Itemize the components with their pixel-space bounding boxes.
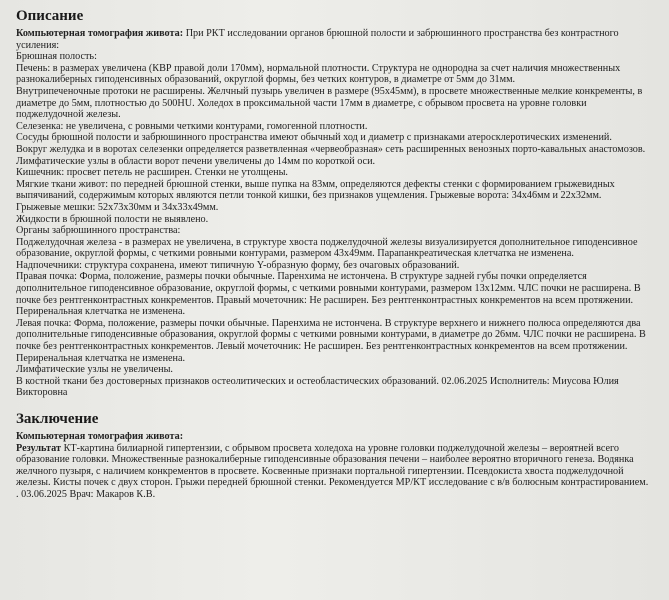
description-body (16, 51, 651, 399)
description-line: Правая почка: Форма, положение, размеры почки обычные. Паренхима не истончена. В структуре задней губы почки определяется дополнительное гиподенсивное образование, округлой формы, с четкими ровными контурами, размером 13х12мм. ЧЛС почки не расширена. В почке без рентгенконтрастных конкрементов. Правый мочеточник: Не расширен. Без рентгенконтрастных конкрементов на всем протяжении. Периренальная клетчатка не изменена. (16, 271, 641, 318)
description-line: Левая почка: Форма, положение, размеры почки обычные. Паренхима не истончена. В структуре верхнего и нижнего полюса определяются два дополнительные гиподенсивные образования, округлой формы с четкими ровными контурами, в диаметре до 26мм. ЧЛС почки не расширена. В почке без рентгенконтрастных конкрементов. Левый мочеточник: Не расширен. Без рентгенконтрастных конкрементов на всем протяжении. Периренальная клетчатка не изменена. (16, 317, 646, 364)
description-line: Органы забрюшинного пространства: (16, 225, 181, 237)
conclusion-result (16, 443, 651, 501)
description-line: Кишечник: просвет петель не расширен. Стенки не утолщены. (16, 167, 288, 179)
intro-bold-label: Компьютерная томография живота: (16, 28, 184, 39)
intro-text: При РКТ исследовании органов брюшной полости и забрюшинного пространства без контрастного усиления: (16, 28, 619, 51)
description-line: Мягкие ткани живот: по передней брюшной стенки, выше пупка на 83мм, определяются дефекты стенки с формированием грыжевидных выпячиваний, содержимым которых являются петли тонкой кишки, без признаков ущемления. Грыжевые ворота: 34х46мм и 22х32мм. (16, 178, 615, 202)
description-line: Жидкости в брюшной полости не выявлено. (16, 213, 209, 225)
conclusion-heading: Заключение (16, 411, 99, 427)
description-line: В костной ткани без достоверных признаков остеолитических и остеобластических образований. 02.06.2025 Исполнитель: Миусова Юлия Викторовна (16, 375, 619, 399)
description-heading: Описание (16, 8, 84, 24)
result-text: КТ-картина билиарной гипертензии, с обрывом просвета холедоха на уровне головки поджелудочной железы – вероятней всего образование головки. Множественные разнокалиберные гиподенсивные образования печени – наиболее вероятно вторичного генеза. Водянка желчного пузыря, с наличием конкрементов в просвете. Косвенные признаки портальной гипертензии. Псевдокиста хвоста поджелудочной железы. Кисты почек с двух сторон. Грыжи передней брюшной стенки. Рекомендуется МР/КТ исследование с в/в болюсным контрастированием. . 03.06.2025 Врач: Макаров К.В. (16, 442, 649, 500)
result-bold-label: Результат (16, 442, 62, 454)
description-intro (16, 28, 651, 51)
description-line: Брюшная полость: (16, 51, 97, 63)
description-line: Сосуды брюшной полости и забрюшинного пространства имеют обычный ход и диаметр с признаками атеросклеротических изменений. (16, 132, 612, 144)
conclusion-subheading: Компьютерная томография живота: (16, 431, 184, 442)
description-line: Лимфатические узлы не увеличены. (16, 364, 173, 376)
description-line: Надпочечники: структура сохранена, имеют типичную Y-образную форму, без очаговых образований. (16, 259, 460, 271)
description-line: Печень: в размерах увеличена (КВР правой доли 170мм), нормальной плотности. Структура не однородна за счет наличия множественных разнокалиберных гиподенсивных образований, округлой формы, без четких контуров, в диаметре от 5мм до 31мм. (16, 62, 621, 86)
description-line: Внутрипеченочные протоки не расширены. Желчный пузырь увеличен в размере (95х45мм), в просвете множественные мелкие конкременты, в диаметре до 5мм, плотностью до 500HU. Холедох в проксимальной части 17мм в диаметре, с обрывом просвета на уровне головки поджелудочной железы. (16, 85, 643, 121)
description-line: Грыжевые мешки: 52х73х30мм и 34х33х49мм. (16, 201, 219, 213)
description-line: Вокруг желудка и в воротах селезенки определяется разветвленная «червеобразная» сеть расширенных венозных порто-кавальных анастомозов. (16, 143, 646, 155)
description-line: Поджелудочная железа - в размерах не увеличена, в структуре хвоста поджелудочной железы визуализируется дополнительное гиподенсивное образование, округлой формы, с четкими ровными контурами, размером 43х49мм. Парапанкреатическая клетчатка не изменена. (16, 236, 638, 260)
description-line: Лимфатические узлы в области ворот печени увеличены до 14мм по короткой оси. (16, 155, 376, 167)
description-line: Селезенка: не увеличена, с ровными четкими контурами, гомогенной плотности. (16, 120, 368, 132)
conclusion-section (16, 411, 651, 501)
